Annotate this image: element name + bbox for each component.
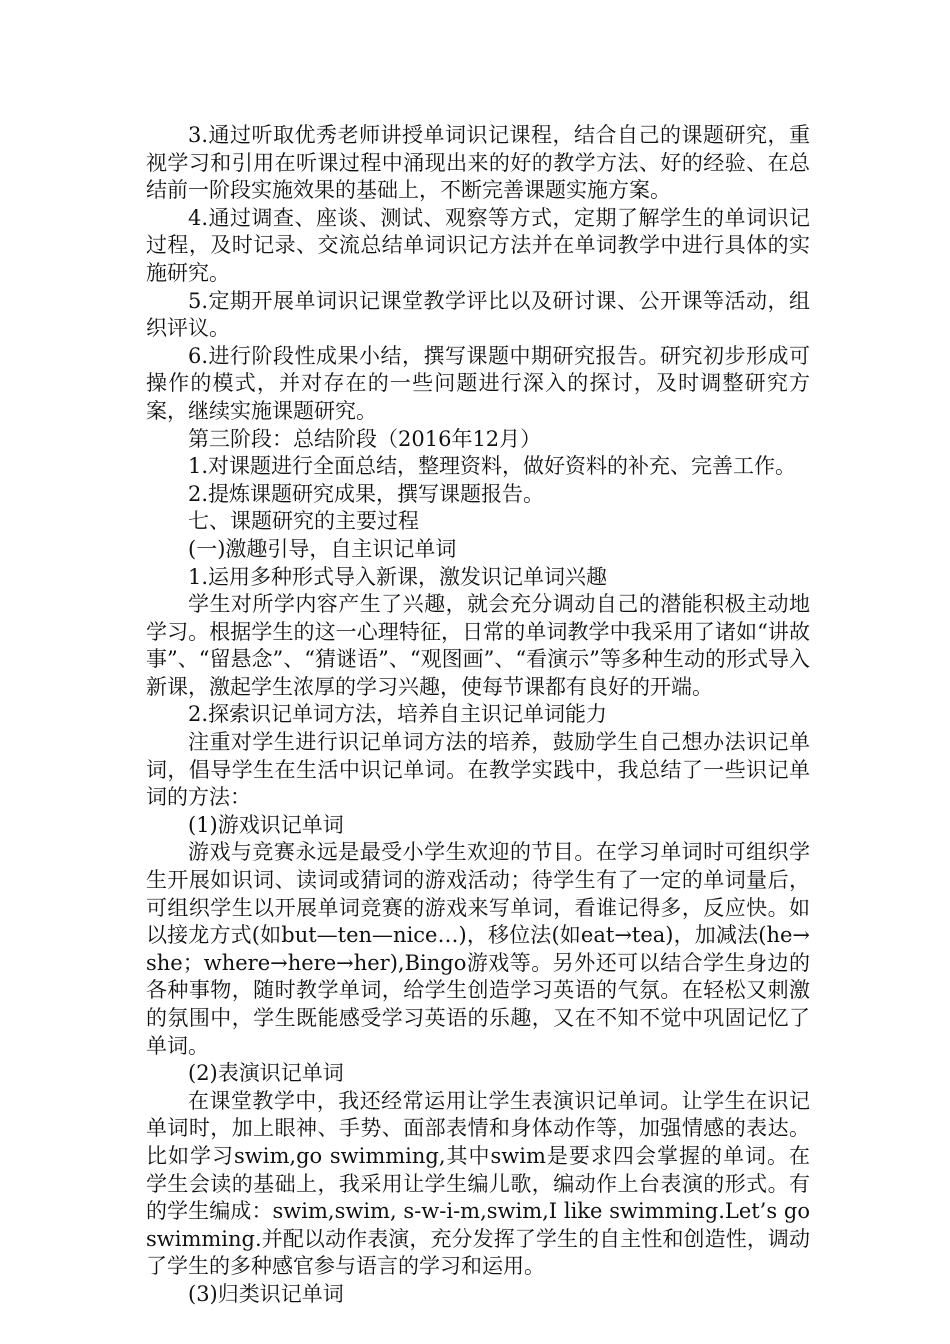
paragraph-step-3: 3.通过听取优秀老师讲授单词识记课程，结合自己的课题研究，重视学习和引用在听课过程中涌现出来的好的教学方法、好的经验、在总结前一阶段实施效果的基础上，不断完善课题实施方案。 (146, 123, 810, 203)
point-two-heading: 2.探索识记单词方法，培养自主识记单词能力 (188, 702, 608, 727)
document-page (146, 122, 810, 1309)
method-game-heading: (1)游戏识记单词 (188, 812, 344, 837)
method-category-heading: (3)归类识记单词 (188, 1281, 344, 1306)
section-seven-heading: 七、课题研究的主要过程 (188, 509, 419, 534)
stage-three-heading: 第三阶段：总结阶段（2016年12月） (188, 426, 542, 451)
method-performance-heading: (2)表演识记单词 (188, 1061, 344, 1086)
point-one-heading: 1.运用多种形式导入新课，激发识记单词兴趣 (188, 564, 608, 589)
paragraph-performance: 在课堂教学中，我还经常运用让学生表演识记单词。让学生在识记单词时，加上眼神、手势、面部表情和身体动作等，加强情感的表达。比如学习swim,go swimming,其中swim是要求四会掌握的单词。在学生会读的基础上，我采用让学生编儿歌，编动作上台表演的形式。有的学生编成：swim,swim, s-w-i-m,swim,I like swimming.Let’s go swimming.并配以动作表演，充分发挥了学生的自主性和创造性，调动了学生的多种感官参与语言的学习和运用。 (146, 1088, 810, 1279)
paragraph-summary-2: 2.提炼课题研究成果，撰写课题报告。 (188, 481, 545, 506)
paragraph-summary-1: 1.对课题进行全面总结，整理资料，做好资料的补充、完善工作。 (188, 454, 797, 479)
paragraph-step-5: 5.定期开展单词识记课堂教学评比以及研讨课、公开课等活动，组织评议。 (146, 288, 810, 341)
paragraph-game: 游戏与竞赛永远是最受小学生欢迎的节目。在学习单词时可组织学生开展如识词、读词或猜词的游戏活动；待学生有了一定的单词量后，可组织学生以开展单词竞赛的游戏来写单词，看谁记得多，反应快。如以接龙方式(如but—ten—nice…)，移位法(如eat→tea)，加减法(he→she；where→here→her),Bingo游戏等。另外还可以结合学生身边的各种事物，随时教学单词，给学生创造学习英语的气氛。在轻松又刺激的氛围中，学生既能感受学习英语的乐趣，又在不知不觉中巩固记忆了单词。 (146, 840, 810, 1058)
paragraph-step-6: 6.进行阶段性成果小结，撰写课题中期研究报告。研究初步形成可操作的模式，并对存在的一些问题进行深入的探讨，及时调整研究方案，继续实施课题研究。 (146, 343, 810, 423)
subsection-one-heading: (一)激趣引导，自主识记单词 (188, 536, 457, 561)
paragraph-methods-intro: 注重对学生进行识记单词方法的培养，鼓励学生自己想办法识记单词，倡导学生在生活中识记单词。在教学实践中，我总结了一些识记单词的方法： (146, 730, 810, 810)
paragraph-step-4: 4.通过调查、座谈、测试、观察等方式，定期了解学生的单词识记过程，及时记录、交流总结单词识记方法并在单词教学中进行具体的实施研究。 (146, 205, 810, 285)
paragraph-interest: 学生对所学内容产生了兴趣，就会充分调动自己的潜能积极主动地学习。根据学生的这一心理特征，日常的单词教学中我采用了诸如“讲故事”、“留悬念”、“猜谜语”、“观图画”、“看演示”等多种生动的形式导入新课，激起学生浓厚的学习兴趣，使每节课都有良好的开端。 (146, 592, 810, 699)
